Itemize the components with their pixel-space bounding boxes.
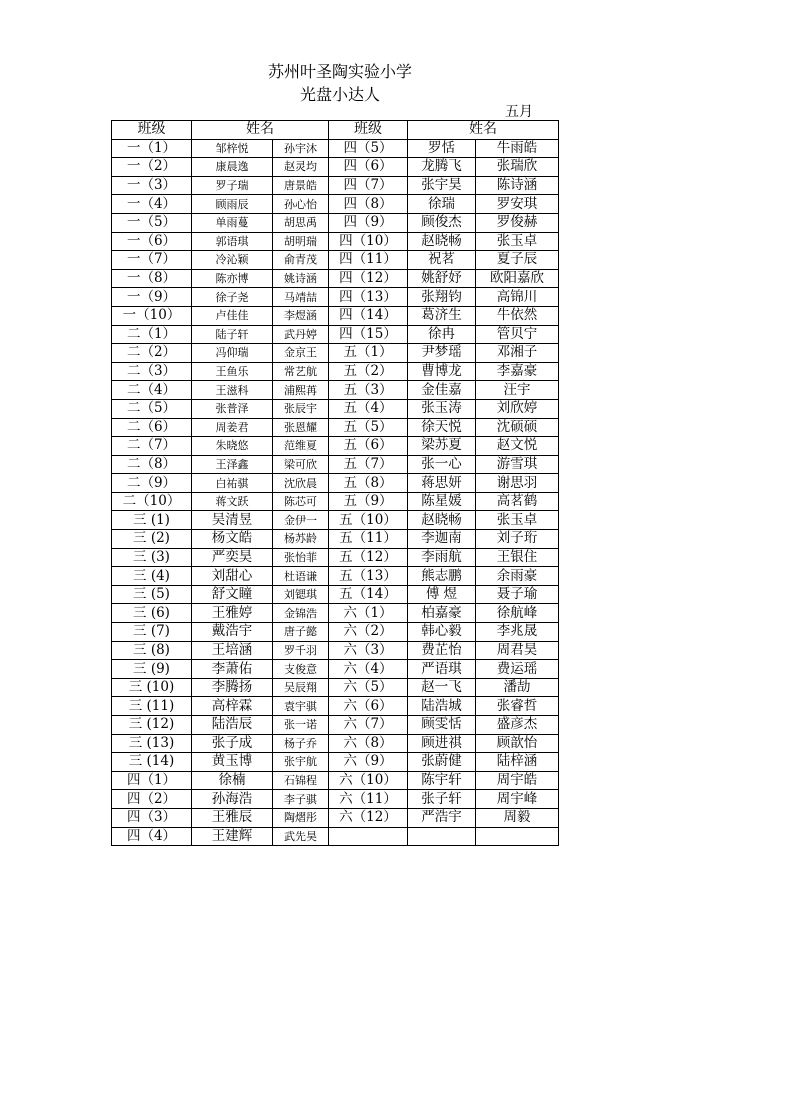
row-name-left-1: 罗子瑞 — [192, 176, 273, 195]
row-name-right-2: 刘欣婷 — [476, 399, 559, 418]
row-name-right-1: 张翔钧 — [408, 288, 476, 307]
row-class-left: 四（4） — [112, 827, 192, 846]
row-class-left: 三 (10) — [112, 678, 192, 697]
row-name-left-1: 周姜君 — [192, 418, 273, 437]
table-row — [112, 306, 559, 325]
row-name-left-2: 陈芯可 — [273, 492, 329, 511]
row-name-left-2: 武丹婷 — [273, 325, 329, 344]
row-name-left-1: 冯仰瑞 — [192, 344, 273, 363]
row-name-left-2: 姚诗涵 — [273, 269, 329, 288]
row-class-left: 一（3） — [112, 176, 192, 195]
row-class-right — [329, 827, 408, 846]
table-row — [112, 195, 559, 214]
row-class-right: 五（14） — [329, 585, 408, 604]
row-name-right-2: 周宇皓 — [476, 771, 559, 790]
row-name-left-1: 舒文瞳 — [192, 585, 273, 604]
row-class-right: 六（7） — [329, 716, 408, 735]
table-row — [112, 251, 559, 270]
table-row — [112, 697, 559, 716]
row-name-right-2: 张瑞欣 — [476, 158, 559, 177]
row-name-right-2 — [476, 827, 559, 846]
row-class-right: 五（2） — [329, 362, 408, 381]
row-name-right-2: 刘子珩 — [476, 530, 559, 549]
row-name-left-1: 王泽鑫 — [192, 455, 273, 474]
row-class-left: 三 (9) — [112, 660, 192, 679]
row-name-left-2: 梁可欣 — [273, 455, 329, 474]
row-class-right: 五（4） — [329, 399, 408, 418]
row-name-right-2: 夏子辰 — [476, 251, 559, 270]
row-name-right-1: 赵一飞 — [408, 678, 476, 697]
row-class-right: 六（12） — [329, 808, 408, 827]
row-name-right-2: 盛彦杰 — [476, 716, 559, 735]
table-row — [112, 399, 559, 418]
row-name-left-2: 刘锶琪 — [273, 585, 329, 604]
row-class-right: 五（5） — [329, 418, 408, 437]
row-name-left-1: 陈亦博 — [192, 269, 273, 288]
row-name-left-1: 刘甜心 — [192, 567, 273, 586]
row-class-right: 四（15） — [329, 325, 408, 344]
row-name-left-2: 石锦程 — [273, 771, 329, 790]
row-name-right-2: 罗俊赫 — [476, 213, 559, 232]
row-class-left: 二（8） — [112, 455, 192, 474]
row-name-left-1: 李腾扬 — [192, 678, 273, 697]
row-name-right-1: 尹梦瑶 — [408, 344, 476, 363]
row-class-left: 四（2） — [112, 790, 192, 809]
table-row — [112, 288, 559, 307]
table-row — [112, 790, 559, 809]
row-class-right: 六（9） — [329, 753, 408, 772]
row-class-left: 三 (7) — [112, 623, 192, 642]
table-row — [112, 771, 559, 790]
row-class-left: 一（5） — [112, 213, 192, 232]
row-class-left: 四（3） — [112, 808, 192, 827]
row-name-left-2: 金京王 — [273, 344, 329, 363]
row-name-left-1: 杨文皓 — [192, 530, 273, 549]
row-name-right-1: 徐天悦 — [408, 418, 476, 437]
row-class-left: 三 (5) — [112, 585, 192, 604]
row-class-right: 四（7） — [329, 176, 408, 195]
row-class-left: 三 (14) — [112, 753, 192, 772]
row-name-right-2: 高茗鹤 — [476, 492, 559, 511]
row-class-right: 六（1） — [329, 604, 408, 623]
row-name-right-2: 张玉卓 — [476, 232, 559, 251]
row-name-left-1: 白祐骐 — [192, 474, 273, 493]
row-class-left: 二（10） — [112, 492, 192, 511]
row-name-left-2: 张怡菲 — [273, 548, 329, 567]
row-name-left-2: 俞青茂 — [273, 251, 329, 270]
row-class-left: 四（1） — [112, 771, 192, 790]
table-row — [112, 808, 559, 827]
list-title: 光盘小达人 — [299, 85, 380, 104]
row-name-left-2: 浦熙苒 — [273, 381, 329, 400]
row-name-right-2: 汪宇 — [476, 381, 559, 400]
row-name-right-1: 严语琪 — [408, 660, 476, 679]
row-name-right-1: 祝茗 — [408, 251, 476, 270]
row-name-right-2: 周君昊 — [476, 641, 559, 660]
row-name-right-2: 潘劼 — [476, 678, 559, 697]
row-name-right-2: 聂子瑜 — [476, 585, 559, 604]
table-row — [112, 437, 559, 456]
row-name-right-1: 姚舒妤 — [408, 269, 476, 288]
row-class-right: 六（6） — [329, 697, 408, 716]
table-row — [112, 530, 559, 549]
row-class-left: 二（1） — [112, 325, 192, 344]
row-class-left: 一（2） — [112, 158, 192, 177]
row-name-left-1: 徐楠 — [192, 771, 273, 790]
table-row — [112, 176, 559, 195]
row-class-right: 四（5） — [329, 139, 408, 158]
row-name-right-2: 余雨豪 — [476, 567, 559, 586]
row-name-right-1: 顾俊杰 — [408, 213, 476, 232]
row-name-left-1: 邹梓悦 — [192, 139, 273, 158]
row-name-left-2: 常艺航 — [273, 362, 329, 381]
row-class-left: 二（7） — [112, 437, 192, 456]
row-name-left-2: 胡思禹 — [273, 213, 329, 232]
row-name-right-2: 陆梓涵 — [476, 753, 559, 772]
award-table-body — [112, 121, 559, 846]
header-name-left: 姓名 — [192, 121, 329, 140]
row-name-right-1: 顾进祺 — [408, 734, 476, 753]
row-class-right: 五（6） — [329, 437, 408, 456]
row-class-left: 二（4） — [112, 381, 192, 400]
row-name-right-2: 赵文悦 — [476, 437, 559, 456]
row-name-right-1: 罗恬 — [408, 139, 476, 158]
row-name-left-1: 蒋文跃 — [192, 492, 273, 511]
table-row — [112, 269, 559, 288]
row-name-left-2: 胡明瑞 — [273, 232, 329, 251]
row-name-right-1: 赵晓畅 — [408, 232, 476, 251]
row-class-left: 一（8） — [112, 269, 192, 288]
row-name-right-1: 陈宇轩 — [408, 771, 476, 790]
row-class-left: 三 (8) — [112, 641, 192, 660]
row-name-left-2: 吴辰翔 — [273, 678, 329, 697]
row-name-right-1: 费芷怡 — [408, 641, 476, 660]
table-row — [112, 232, 559, 251]
row-class-right: 六（2） — [329, 623, 408, 642]
row-class-left: 三 (12) — [112, 716, 192, 735]
row-name-right-1: 曹博龙 — [408, 362, 476, 381]
row-name-right-1: 陈星媛 — [408, 492, 476, 511]
row-name-right-2: 罗安琪 — [476, 195, 559, 214]
row-class-left: 一（1） — [112, 139, 192, 158]
table-row — [112, 660, 559, 679]
row-name-left-2: 支俊意 — [273, 660, 329, 679]
table-row — [112, 474, 559, 493]
row-name-right-2: 周毅 — [476, 808, 559, 827]
table-row — [112, 213, 559, 232]
row-name-left-1: 王雅婷 — [192, 604, 273, 623]
row-name-left-2: 杨苏龄 — [273, 530, 329, 549]
month-label: 五月 — [505, 104, 533, 120]
row-name-left-1: 康晨逸 — [192, 158, 273, 177]
table-row — [112, 585, 559, 604]
row-name-left-2: 袁宇骐 — [273, 697, 329, 716]
row-class-right: 五（11） — [329, 530, 408, 549]
row-name-right-2: 游雪琪 — [476, 455, 559, 474]
row-name-left-2: 张宇航 — [273, 753, 329, 772]
row-class-right: 四（11） — [329, 251, 408, 270]
row-class-left: 一（6） — [112, 232, 192, 251]
row-name-left-1: 王雅辰 — [192, 808, 273, 827]
row-name-left-1: 王滋科 — [192, 381, 273, 400]
row-class-left: 三 (11) — [112, 697, 192, 716]
row-name-right-1: 顾雯恬 — [408, 716, 476, 735]
header-class-left: 班级 — [112, 121, 192, 140]
award-table — [111, 120, 559, 846]
table-row — [112, 548, 559, 567]
row-name-right-1: 赵晓畅 — [408, 511, 476, 530]
row-name-left-2: 孙心怡 — [273, 195, 329, 214]
row-name-left-1: 朱晓悠 — [192, 437, 273, 456]
row-name-right-2: 牛雨皓 — [476, 139, 559, 158]
table-row — [112, 827, 559, 846]
row-name-right-2: 顾歆怡 — [476, 734, 559, 753]
row-name-right-1: 蒋思妍 — [408, 474, 476, 493]
row-name-right-1: 李迦南 — [408, 530, 476, 549]
row-name-left-1: 李萧佑 — [192, 660, 273, 679]
row-name-right-1: 张一心 — [408, 455, 476, 474]
row-class-right: 四（12） — [329, 269, 408, 288]
header-name-right: 姓名 — [408, 121, 559, 140]
row-name-left-2: 罗千羽 — [273, 641, 329, 660]
row-name-right-2: 张玉卓 — [476, 511, 559, 530]
row-class-right: 五（12） — [329, 548, 408, 567]
row-name-left-1: 徐子尧 — [192, 288, 273, 307]
row-class-right: 四（9） — [329, 213, 408, 232]
row-name-right-2: 邓湘子 — [476, 344, 559, 363]
row-name-left-2: 孙宇沐 — [273, 139, 329, 158]
row-name-left-2: 沈欣晨 — [273, 474, 329, 493]
row-name-left-2: 唐子懿 — [273, 623, 329, 642]
school-name: 苏州叶圣陶实验小学 — [267, 62, 412, 81]
row-class-left: 二（6） — [112, 418, 192, 437]
table-row — [112, 325, 559, 344]
row-name-left-2: 张一诺 — [273, 716, 329, 735]
row-name-right-1: 张子轩 — [408, 790, 476, 809]
row-class-right: 六（11） — [329, 790, 408, 809]
row-class-left: 三 (4) — [112, 567, 192, 586]
row-name-right-1 — [408, 827, 476, 846]
row-name-right-2: 李兆晟 — [476, 623, 559, 642]
header-class-right: 班级 — [329, 121, 408, 140]
row-name-left-2: 张恩耀 — [273, 418, 329, 437]
row-class-right: 四（13） — [329, 288, 408, 307]
row-name-left-2: 金锦浩 — [273, 604, 329, 623]
row-name-left-1: 郭语琪 — [192, 232, 273, 251]
row-name-right-2: 张睿哲 — [476, 697, 559, 716]
header-row — [112, 121, 559, 140]
row-name-right-2: 陈诗涵 — [476, 176, 559, 195]
row-name-left-1: 黄玉博 — [192, 753, 273, 772]
table-row — [112, 604, 559, 623]
row-name-right-1: 张蔚健 — [408, 753, 476, 772]
row-name-right-1: 金佳嘉 — [408, 381, 476, 400]
row-class-right: 五（9） — [329, 492, 408, 511]
row-class-right: 五（3） — [329, 381, 408, 400]
table-row — [112, 678, 559, 697]
row-class-right: 六（5） — [329, 678, 408, 697]
row-name-left-2: 陶熠彤 — [273, 808, 329, 827]
row-name-right-1: 徐瑞 — [408, 195, 476, 214]
row-name-right-2: 沈硕硕 — [476, 418, 559, 437]
table-row — [112, 716, 559, 735]
row-class-right: 四（8） — [329, 195, 408, 214]
table-row — [112, 418, 559, 437]
row-name-left-1: 戴浩宇 — [192, 623, 273, 642]
row-name-right-1: 张玉涛 — [408, 399, 476, 418]
row-name-right-1: 柏嘉豪 — [408, 604, 476, 623]
row-name-left-2: 张辰宇 — [273, 399, 329, 418]
row-name-right-2: 徐航峰 — [476, 604, 559, 623]
row-class-right: 六（8） — [329, 734, 408, 753]
table-row — [112, 753, 559, 772]
row-name-left-2: 李子骐 — [273, 790, 329, 809]
row-name-left-1: 王建辉 — [192, 827, 273, 846]
row-name-left-2: 赵灵均 — [273, 158, 329, 177]
row-name-right-2: 王银住 — [476, 548, 559, 567]
row-name-left-1: 吴清昱 — [192, 511, 273, 530]
row-name-right-1: 严浩宇 — [408, 808, 476, 827]
table-row — [112, 641, 559, 660]
table-row — [112, 511, 559, 530]
row-name-right-1: 陆浩城 — [408, 697, 476, 716]
row-class-right: 四（6） — [329, 158, 408, 177]
table-row — [112, 734, 559, 753]
row-class-right: 五（1） — [329, 344, 408, 363]
row-class-right: 六（10） — [329, 771, 408, 790]
row-name-right-1: 熊志鹏 — [408, 567, 476, 586]
row-name-left-1: 王鱼乐 — [192, 362, 273, 381]
table-row — [112, 381, 559, 400]
row-name-left-2: 范维夏 — [273, 437, 329, 456]
row-name-left-1: 高梓霖 — [192, 697, 273, 716]
row-class-left: 二（5） — [112, 399, 192, 418]
row-class-left: 三 (2) — [112, 530, 192, 549]
row-name-left-1: 严奕昊 — [192, 548, 273, 567]
row-name-left-1: 张子成 — [192, 734, 273, 753]
row-name-right-1: 韩心毅 — [408, 623, 476, 642]
row-name-right-2: 管贝宁 — [476, 325, 559, 344]
row-name-right-2: 牛依然 — [476, 306, 559, 325]
row-class-left: 三 (1) — [112, 511, 192, 530]
row-name-right-2: 高锦川 — [476, 288, 559, 307]
row-name-right-1: 张宇昊 — [408, 176, 476, 195]
row-class-right: 六（3） — [329, 641, 408, 660]
row-class-right: 五（10） — [329, 511, 408, 530]
row-class-left: 一（4） — [112, 195, 192, 214]
table-row — [112, 139, 559, 158]
row-class-left: 一（7） — [112, 251, 192, 270]
table-row — [112, 567, 559, 586]
row-name-right-1: 李雨航 — [408, 548, 476, 567]
row-name-left-1: 卢佳佳 — [192, 306, 273, 325]
row-name-left-1: 顾雨辰 — [192, 195, 273, 214]
row-name-right-2: 欧阳嘉欣 — [476, 269, 559, 288]
row-class-right: 五（13） — [329, 567, 408, 586]
row-class-right: 六（4） — [329, 660, 408, 679]
row-class-left: 一（9） — [112, 288, 192, 307]
row-class-left: 一（10） — [112, 306, 192, 325]
row-class-left: 二（9） — [112, 474, 192, 493]
row-name-left-1: 王培涵 — [192, 641, 273, 660]
row-name-right-2: 周宇峰 — [476, 790, 559, 809]
row-name-left-1: 陆浩辰 — [192, 716, 273, 735]
row-name-left-2: 唐景皓 — [273, 176, 329, 195]
row-name-right-1: 徐冉 — [408, 325, 476, 344]
row-class-left: 二（2） — [112, 344, 192, 363]
row-class-left: 三 (3) — [112, 548, 192, 567]
table-row — [112, 344, 559, 363]
table-row — [112, 455, 559, 474]
row-name-left-2: 马靖喆 — [273, 288, 329, 307]
row-name-right-2: 谢思羽 — [476, 474, 559, 493]
row-name-left-2: 杨子乔 — [273, 734, 329, 753]
row-name-right-2: 费运瑶 — [476, 660, 559, 679]
row-name-left-2: 杜语谦 — [273, 567, 329, 586]
row-name-right-2: 李嘉豪 — [476, 362, 559, 381]
row-class-right: 五（8） — [329, 474, 408, 493]
row-name-left-1: 张普泽 — [192, 399, 273, 418]
row-name-left-1: 冷沁颖 — [192, 251, 273, 270]
row-name-right-1: 葛济生 — [408, 306, 476, 325]
row-class-left: 三 (13) — [112, 734, 192, 753]
row-name-left-2: 金伊一 — [273, 511, 329, 530]
row-class-left: 三 (6) — [112, 604, 192, 623]
table-row — [112, 362, 559, 381]
row-name-right-1: 梁苏夏 — [408, 437, 476, 456]
table-row — [112, 623, 559, 642]
table-row — [112, 492, 559, 511]
row-name-left-1: 孙海浩 — [192, 790, 273, 809]
row-name-right-1: 龙腾飞 — [408, 158, 476, 177]
row-name-right-1: 傅 煜 — [408, 585, 476, 604]
row-class-left: 二（3） — [112, 362, 192, 381]
table-row — [112, 158, 559, 177]
row-class-right: 五（7） — [329, 455, 408, 474]
row-name-left-2: 武先昊 — [273, 827, 329, 846]
row-name-left-1: 单雨蔓 — [192, 213, 273, 232]
row-class-right: 四（14） — [329, 306, 408, 325]
row-class-right: 四（10） — [329, 232, 408, 251]
row-name-left-1: 陆子轩 — [192, 325, 273, 344]
row-name-left-2: 李煜涵 — [273, 306, 329, 325]
